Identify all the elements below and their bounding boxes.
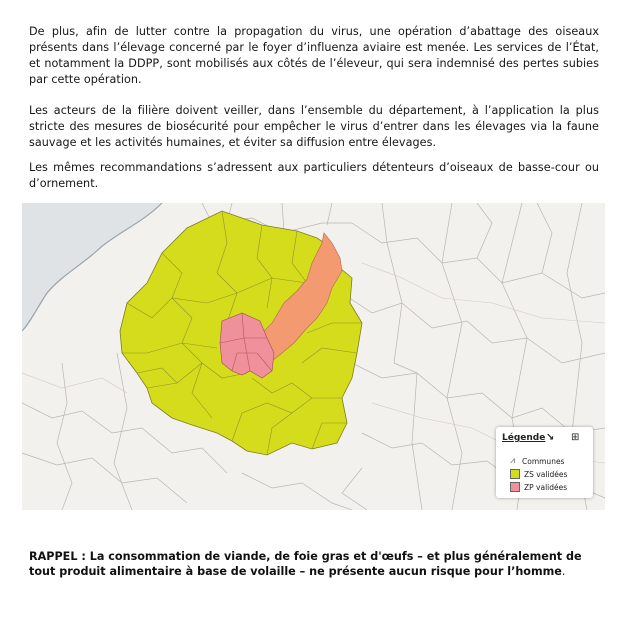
communes-line-icon: ⩘ xyxy=(510,456,516,466)
grid-icon[interactable]: ⊞ xyxy=(571,432,580,443)
legend-item-zp xyxy=(510,482,567,492)
paragraph-biosecurite: Les acteurs de la filière doivent veiller, dans l’ensemble du département, à l’application la plus stricte des mesures de biosécurité pour empêcher le virus d’entrer dans les élevages via la faune sauvage et les activités humaines, et éviter sa diffusion entre élevages. xyxy=(29,104,599,149)
zp-swatch-icon xyxy=(510,482,520,492)
legend-title[interactable]: Légende xyxy=(502,433,546,443)
legend-item-label: ZS validées xyxy=(524,469,568,479)
legend-item-label: Communes xyxy=(522,456,565,466)
rappel-text: La consommation de viande, de foie gras et d'œufs – et plus généralement de tout produit alimentaire à base de volaille – ne présente aucun risque pour l’homme xyxy=(29,550,582,578)
paragraph-abattage: De plus, afin de lutter contre la propagation du virus, une opération d’abattage des oiseaux présents dans l’élevage concerné par le foyer d’influenza aviaire est menée. Les services de l’État, et notamment la DDPP, sont mobilisés aux côtés de l’éleveur, qui sera indemnisé des pertes subies par cette opération. xyxy=(29,25,599,86)
rappel-period: . xyxy=(561,565,566,578)
legend-item-communes xyxy=(510,456,564,466)
zs-swatch-icon xyxy=(510,469,520,479)
legend-item-label: ZP validées xyxy=(524,482,568,492)
rappel-notice xyxy=(29,549,604,579)
map-legend xyxy=(496,427,593,498)
rappel-prefix: RAPPEL : xyxy=(29,550,86,563)
legend-item-zs xyxy=(510,469,567,479)
paragraph-particuliers: Les mêmes recommandations s’adressent aux particuliers détenteurs d’oiseaux de basse-cour ou d’ornement. xyxy=(29,161,599,190)
collapse-arrow-icon[interactable]: ↘ xyxy=(546,432,555,443)
